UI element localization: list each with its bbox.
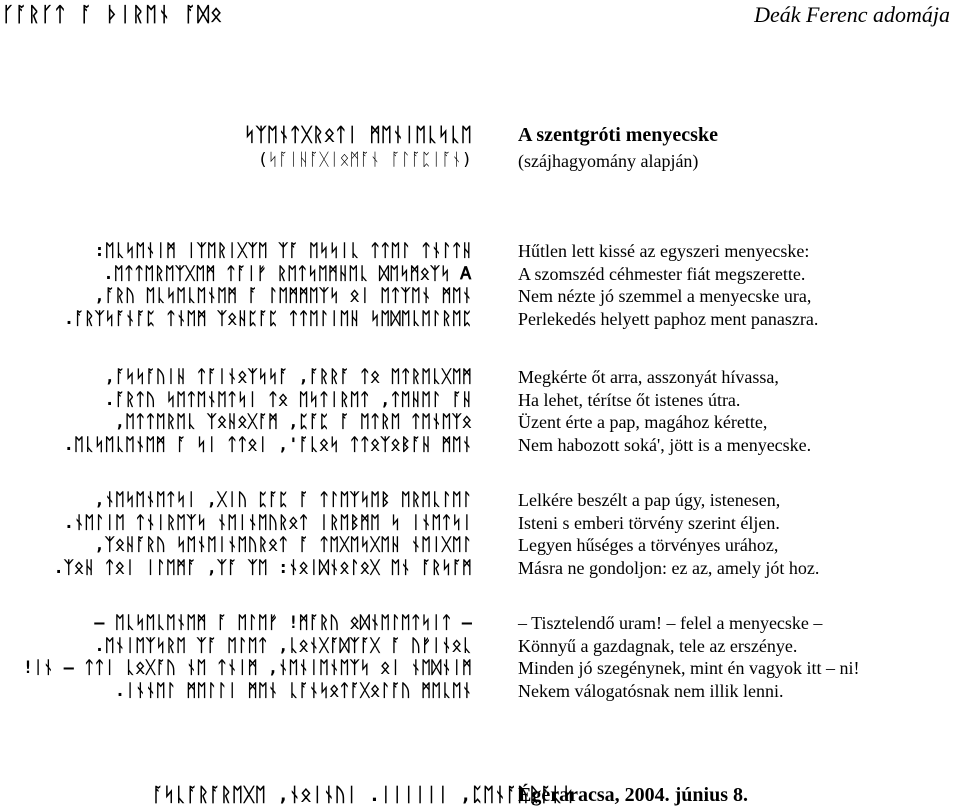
runic-title-block bbox=[244, 124, 472, 170]
runic-line: :ᛖᚳᛋᛖᚾᛁᛗ ᛁᛉᛖᚱᛁᚷᛉᛖ ᛉᚪ ᛖᛋᛋᛁᚳ ᛏᛏᛖᛚ ᛏᚾᛚᛏᚺ bbox=[94, 241, 472, 261]
runic-line: ,ᚪᛋᛋᚪᚢᛁᚺ ᛏᚪᛁᚾᛟᛉᛋᛋᚪ ,ᚪᚱᚱᚪ ᛏᛟ ᛖᛏᚱᛖᚳᚷᛖᛗ bbox=[104, 367, 472, 387]
latin-line: Perlekedés helyett paphoz ment panaszra. bbox=[518, 308, 819, 329]
latin-line: Másra ne gondoljon: ez az, amely jót hoz. bbox=[518, 557, 820, 578]
latin-line: Nekem válogatósnak nem illik lenni. bbox=[518, 680, 784, 701]
latin-stanza-3 bbox=[518, 489, 819, 579]
runic-line: – ᛖᚳᛋᛖᚳᛖᚾᛖᛗ ᚪ ᛖᛚᛖᚠ !ᛗᚪᚱᚢ ᛟᛞᚾᛖᛚᛖᛏᛋᛁᛏ – bbox=[94, 613, 472, 633]
latin-line: Könnyű a gazdagnak, tele az erszénye. bbox=[518, 635, 798, 656]
runic-poem-title: ᛋᛉᛖᚾᛏᚷᚱᛟᛏᛁ ᛗᛖᚾᛁᛖᚳᛋᚳᛖ bbox=[243, 124, 472, 146]
latin-title-block bbox=[518, 124, 718, 172]
runic-line: .ᛖᛏᛏᛖᚱᛖᛉᚷᛖᛗ ᛏᚪᛁᚠ ᚱᛖᛏᛋᛖᛗᚺᛖᚳ ᛞᛖᛋᛗᛟᛉᛋ Ꭺ bbox=[103, 263, 472, 284]
runic-line: !ᛁᚾ – ᛏᛏᛁ ᚳᛟᚷᚪᚢ ᚾᛖ ᛏᚾᛁᛗ ,ᚾᛖᚾᛁᛖᚾᛖᛉᛋ ᛟᛁ ᚾᛖᛞᚾᛁᛗ bbox=[22, 658, 472, 678]
latin-header-text: Deák Ferenc adomája bbox=[754, 2, 950, 27]
latin-line: Üzent érte a pap, magához kérette, bbox=[518, 412, 768, 432]
runic-stanza-2 bbox=[64, 366, 472, 456]
latin-line: Lelkére beszélt a pap úgy, istenesen, bbox=[518, 490, 781, 510]
latin-line: Nem habozott soká', jött is a menyecske. bbox=[518, 434, 812, 455]
runic-stanza-4 bbox=[23, 612, 472, 702]
latin-line: Minden jó szegénynek, mint én vagyok itt – ni! bbox=[518, 658, 860, 678]
latin-line: A szomszéd céhmester fiát megszerette. bbox=[518, 263, 806, 284]
runic-line: ,ᛉᛟᚺᚪᚱᚢ ᛋᛖᚾᛖᛁᚾᛖᚢᚱᛟᛏ ᚪ ᛏᛖᚷᛖᛋᚷᛖᚺ ᚾᛖᛁᚷᛖᛚ bbox=[94, 535, 472, 555]
runic-poem-subtitle: (ᛋᚪᛁᚺᚪᚷᛁᛟᛗᚪᚾ ᚪᛚᚪᛈᛁᚪᚾ) bbox=[257, 150, 472, 170]
latin-line: Isteni s emberi törvény szerint éljen. bbox=[518, 512, 780, 533]
runic-line: .ᛁᚾᚾᛖᛚ ᛗᛖᛚᛚᛁ ᛗᛖᚾ ᚳᚪᚾᛋᛟᛏᚪᚷᛟᛚᚪᚢ ᛗᛖᚳᛖᚾ bbox=[114, 680, 472, 701]
runic-line: .ᛖᚾᛁᛖᛉᛋᚱᛖ ᛉᚪ ᛖᛚᛖᛏ ,ᚳᛟᚾᚷᚪᛞᛉᚪᚷ ᚪ ᚢᚠᛁᚾᛟᚳ bbox=[94, 635, 472, 656]
runic-line: .ᚪᚱᛏᚢ ᛋᛖᛏᛖᚾᛖᛏᛋᛁ ᛏᛟ ᛖᛋᛏᛁᚱᛖᛏ ,ᛏᛖᚺᛖᛚ ᚪᚺ bbox=[104, 389, 472, 410]
runic-header-text: ᚴᚪᚱᚴᛏ ᚪ ᚦᛁᚱᛖᚾ ᚪᛞᛟ bbox=[2, 2, 224, 26]
runic-line: .ᛉᛟᚺ ᛏᛟᛁ ᛁᛚᛖᛗᚪ ,ᛉᚪ ᛉᛖ :ᚾᛟᛁᛞᚾᛟᛚᛟᚷ ᛖᚾ ᚪᚱᛋᚪᛗ bbox=[53, 557, 472, 578]
latin-line: Ha lehet, térítse őt istenes útra. bbox=[518, 389, 741, 410]
latin-line: – Tisztelendő uram! – felel a menyecske – bbox=[518, 613, 823, 633]
latin-poem-subtitle: (szájhagyomány alapján) bbox=[518, 151, 699, 171]
runic-line: .ᛖᚳᛋᛖᚳᛖᚾᛖᛗ ᚪ ᛋᛁ ᛏᛏᛟᛁ ,'ᚪᚳᛟᛋ ᛏᛏᛟᛉᛟᛒᚪᚺ ᛗᛖᚾ bbox=[63, 434, 472, 455]
runic-line: ,ᛖᛏᛏᛖᚱᛖᚳ ᛉᛟᚺᛟᚷᚪᛗ ,ᛈᚪᛈ ᚪ ᛖᛏᚱᛖ ᛏᛖᚾᛖᛉᛟ bbox=[114, 412, 472, 432]
latin-line: Legyen hűséges a törvényes urához, bbox=[518, 535, 779, 555]
latin-poem-title: A szentgróti menyecske bbox=[518, 124, 718, 146]
runic-stanza-1 bbox=[64, 240, 472, 330]
runic-line: .ᚾᛖᛚᛁᛖ ᛏᚾᛁᚱᛖᛉᛋ ᚾᛖᛁᚾᛖᚢᚱᛟᛏ ᛁᚱᛖᛒᛗᛖ ᛋ ᛁᚾᛖᛏᛋᛁ bbox=[63, 512, 472, 533]
runic-footer-text: ᚪᛋᚳᚪᚱᚪᚱᛖᚷᛖ ,ᚾᛟᛁᚾᚢᛁ .ᛁᛁᛁᛁᛁᛁ ,ᛈᛖᚾᚪᚢᚱᚪᚳᛋ bbox=[152, 784, 575, 806]
runic-line: ,ᚪᚱᚢ ᛖᚳᛋᛖᚳᛖᚾᛖᛗ ᚪ ᛚᛖᛗᛗᛖᛉᛋ ᛟᛁ ᛖᛏᛉᛖᚾ ᛗᛖᚾ bbox=[94, 286, 472, 306]
latin-footer-text: Égeraracsa, 2004. június 8. bbox=[518, 784, 748, 806]
runic-line: .ᚪᚱᛉᛋᚪᚾᚪᛈ ᛏᚾᛖᛗ ᛉᛟᚺᛈᚪᛈ ᛏᛏᛖᛚᛁᛖᚺ ᛋᛖᛞᛖᚳᛖᛚᚱᛖᛈ bbox=[63, 308, 472, 329]
latin-line: Hűtlen lett kissé az egyszeri menyecske: bbox=[518, 241, 810, 261]
latin-line: Megkérte őt arra, asszonyát hívassa, bbox=[518, 367, 779, 387]
runic-line: ,ᚾᛖᛋᛖᚾᛖᛏᛋᛁ ,ᚷᛁᚢ ᛈᚪᛈ ᚪ ᛏᛚᛖᛉᛋᛖᛒ ᛖᚱᛖᚳᛚᛖᛚ bbox=[94, 490, 472, 510]
runic-stanza-3 bbox=[53, 489, 472, 579]
latin-stanza-2 bbox=[518, 366, 811, 456]
latin-stanza-4 bbox=[518, 612, 859, 702]
latin-stanza-1 bbox=[518, 240, 818, 330]
latin-line: Nem nézte jó szemmel a menyecske ura, bbox=[518, 286, 812, 306]
